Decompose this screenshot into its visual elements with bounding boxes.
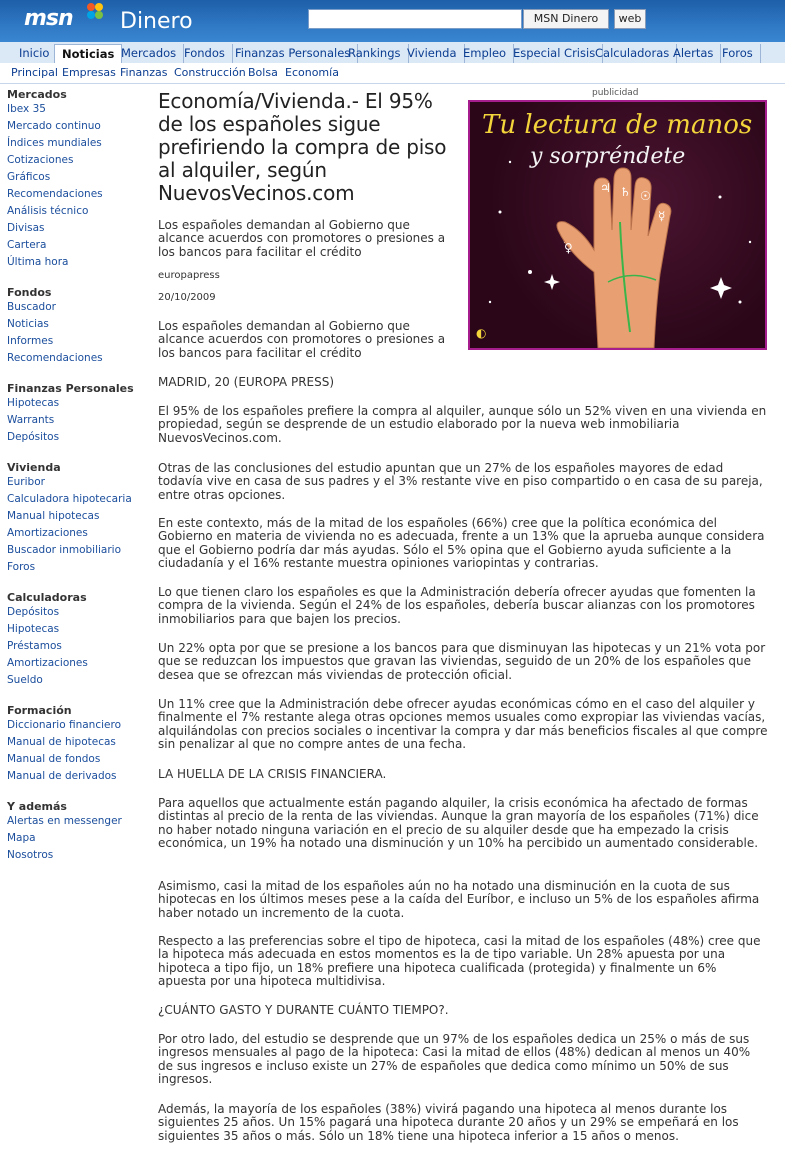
sidebar-link-recomendaciones[interactable]: Recomendaciones <box>7 188 103 200</box>
ad-subline: y sorpréndete <box>530 144 686 169</box>
sidebar-link-euribor[interactable]: Euribor <box>7 476 45 488</box>
sidebar-link-calc-prestamos[interactable]: Préstamos <box>7 640 62 652</box>
sidebar-link-buscador[interactable]: Buscador <box>7 301 56 313</box>
search-input[interactable] <box>308 9 522 29</box>
subnav-bolsa[interactable]: Bolsa <box>248 66 278 79</box>
article-paragraph: Por otro lado, del estudio se desprende que un 97% de los españoles dedica un 25% o más de sus ingresos mensuales al pago de la hipoteca: Casi la mitad de ellos (48%) dedican al menos un 40% de sus ingresos e incluso existe un 27% de españoles que dedica como mínimo un 50% de sus ingresos. <box>158 1032 751 1087</box>
tab-mercados[interactable]: Mercados <box>114 44 184 63</box>
sidebar-link-foros[interactable]: Foros <box>7 561 36 573</box>
palm-reading-ad[interactable] <box>468 100 767 350</box>
article-dateline: MADRID, 20 (EUROPA PRESS) <box>158 375 335 389</box>
article-paragraph: Para aquellos que actualmente están pagando alquiler, la crisis económica ha afectado de formas distintas al precio de la renta de las viviendas. Aunque la gran mayoría de los españoles (71%) dice no haber notado ninguna variación en el precio de su alquiler desde que ha empezado la crisis económica, un 19% ha notado una disminución y un 10% ha percibido un aumentado considerable. <box>158 796 759 851</box>
article-paragraph: En este contexto, más de la mitad de los españoles (66%) cree que la política económica del Gobierno en materia de vivienda no es adecuada, frente a un 13% que la aprueba aunque considera que el Gobierno podría dar más ayudas. Sólo el 5% opina que el Gobierno ayuda suficiente a la ciudadanía y el 16% restante muestra opiniones variopintas y contrarias. <box>158 516 765 571</box>
article-paragraph: Otras de las conclusiones del estudio apuntan que un 27% de los españoles mayores de edad todavía vive en casa de sus padres y el 3% restante vive en piso compartido o en casa de su pareja, entre otras opciones. <box>158 461 763 502</box>
sidebar-link-calc-amortizaciones[interactable]: Amortizaciones <box>7 657 88 669</box>
butterfly-icon <box>86 2 104 20</box>
sidebar-heading: Vivienda <box>7 461 61 474</box>
sidebar-link-mapa[interactable]: Mapa <box>7 832 36 844</box>
svg-text:☿: ☿ <box>658 209 666 223</box>
sidebar-link-recomendaciones-fondos[interactable]: Recomendaciones <box>7 352 103 364</box>
sidebar-heading: Mercados <box>7 88 67 101</box>
header-bar <box>0 0 785 42</box>
article-lead: Los españoles demandan al Gobierno que alcance acuerdos con promotores o presiones a los bancos para facilitar el crédito <box>158 319 446 360</box>
sidebar-heading: Fondos <box>7 286 52 299</box>
article-paragraph: Un 22% opta por que se presione a los bancos para que disminuyan las hipotecas y un 21% vota por que se reduzcan los impuestos que gravan las viviendas, seguido de un 20% de los españoles que desea que se ofrezcan más viviendas de protección oficial. <box>158 641 766 682</box>
article-section-heading: LA HUELLA DE LA CRISIS FINANCIERA. <box>158 767 387 781</box>
sidebar-link-noticias[interactable]: Noticias <box>7 318 49 330</box>
sidebar-link-indices-mundiales[interactable]: Índices mundiales <box>7 137 102 149</box>
article-paragraph: Un 11% cree que la Administración debe ofrecer ayudas económicas cómo en el caso del alquiler y finalmente el 7% restante alega otras opciones memos usuales como expropiar las viviendas vacías, alquilándolas con precios sociales o incentivar la compra y dar más beneficios fiscales al que compre sin penalizar al que no compre antes de una fecha. <box>158 697 768 752</box>
sidebar-link-calc-depositos[interactable]: Depósitos <box>7 606 60 618</box>
article-subtitle: Los españoles demandan al Gobierno que alcance acuerdos con promotores o presiones a los bancos para facilitar el crédito <box>158 218 446 259</box>
tab-rankings[interactable]: Rankings <box>341 44 409 63</box>
article-date: 20/10/2009 <box>158 292 216 303</box>
sidebar-heading: Finanzas Personales <box>7 382 134 395</box>
svg-text:♄: ♄ <box>620 185 631 199</box>
sub-navigation <box>0 63 785 84</box>
tab-especial-crisis[interactable]: Especial Crisis <box>506 44 603 63</box>
tab-alertas[interactable]: Alertas <box>666 44 721 63</box>
subnav-construccion[interactable]: Construcción <box>174 66 246 79</box>
sidebar-link-warrants[interactable]: Warrants <box>7 414 55 426</box>
article-paragraph: Además, la mayoría de los españoles (38%) vivirá pagando una hipoteca al menos durante los siguientes 25 años. Un 15% pagará una hipoteca durante 20 años y un 29% se empeñará en los siguientes 35 años o más. Sólo un 18% tiene una hipoteca inferior a 15 años o menos. <box>158 1102 739 1143</box>
sidebar-link-divisas[interactable]: Divisas <box>7 222 45 234</box>
article-source: europapress <box>158 270 220 281</box>
sidebar-link-manual-de-hipotecas[interactable]: Manual de hipotecas <box>7 736 116 748</box>
msn-dinero-search-button[interactable]: MSN Dinero <box>523 9 609 29</box>
sidebar-link-calc-hipotecas[interactable]: Hipotecas <box>7 623 60 635</box>
article-paragraph: Respecto a las preferencias sobre el tipo de hipoteca, casi la mitad de los españoles (48%) cree que la hipoteca más adecuada en estos momentos es la de tipo variable. Un 28% apuesta por una hipoteca a tipo fijo, un 18% prefiere una hipoteca cualificada (protegida) y finalmente un 6% apuesta por una hipoteca multidivisa. <box>158 934 761 989</box>
sidebar-link-manual-de-derivados[interactable]: Manual de derivados <box>7 770 117 782</box>
sidebar-link-diccionario[interactable]: Diccionario financiero <box>7 719 121 731</box>
sidebar-link-depositos[interactable]: Depósitos <box>7 431 60 443</box>
ad-brand-icon: ◐ <box>476 326 487 340</box>
tab-empleo[interactable]: Empleo <box>456 44 514 63</box>
article-title: Economía/Vivienda.- El 95% de los españoles sigue prefiriendo la compra de piso al alquiler, según NuevosVecinos.com <box>158 89 447 205</box>
subnav-principal[interactable]: Principal <box>11 66 58 79</box>
sidebar-link-amortizaciones[interactable]: Amortizaciones <box>7 527 88 539</box>
subnav-economia[interactable]: Economía <box>285 66 339 79</box>
msn-logo[interactable]: msn <box>24 6 73 31</box>
tab-noticias[interactable]: Noticias <box>54 44 122 64</box>
tab-finanzas-personales[interactable]: Finanzas Personales <box>228 44 358 63</box>
sidebar-link-graficos[interactable]: Gráficos <box>7 171 51 183</box>
section-title: Dinero <box>120 9 193 34</box>
tab-vivienda[interactable]: Vivienda <box>400 44 465 63</box>
ad-headline: Tu lectura de manos <box>482 110 753 140</box>
tab-foros[interactable]: Foros <box>715 44 761 63</box>
sidebar-link-ibex35[interactable]: Ibex 35 <box>7 103 46 115</box>
sidebar <box>7 88 147 864</box>
sidebar-link-alertas-messenger[interactable]: Alertas en messenger <box>7 815 122 827</box>
sidebar-link-analisis-tecnico[interactable]: Análisis técnico <box>7 205 89 217</box>
sidebar-link-mercado-continuo[interactable]: Mercado continuo <box>7 120 101 132</box>
sidebar-link-nosotros[interactable]: Nosotros <box>7 849 54 861</box>
article-paragraph: Asimismo, casi la mitad de los españoles aún no ha notado una disminución en la cuota de sus hipotecas en los últimos meses pese a la caída del Euríbor, e incluso un 5% de los españoles afirma haber notado un incremento de la cuota. <box>158 879 760 920</box>
sidebar-link-cotizaciones[interactable]: Cotizaciones <box>7 154 74 166</box>
sidebar-link-calc-sueldo[interactable]: Sueldo <box>7 674 43 686</box>
subnav-empresas[interactable]: Empresas <box>62 66 116 79</box>
article-paragraph: Lo que tienen claro los españoles es que la Administración debería ofrecer ayudas que fomenten la compra de la vivienda. Según el 24% de los españoles, debería buscar alianzas con los promotores inmobiliarios para que bajen los precios. <box>158 585 756 626</box>
tab-fondos[interactable]: Fondos <box>177 44 233 63</box>
article-paragraph: El 95% de los españoles prefiere la compra al alquiler, aunque sólo un 52% viven en una vivienda en propiedad, según se desprende de un estudio elaborado por la nueva web inmobiliaria NuevosVecinos.com. <box>158 404 767 445</box>
sidebar-link-informes[interactable]: Informes <box>7 335 54 347</box>
sidebar-heading: Calculadoras <box>7 591 87 604</box>
svg-text:♃: ♃ <box>600 181 611 195</box>
sidebar-link-calculadora-hipotecaria[interactable]: Calculadora hipotecaria <box>7 493 132 505</box>
subnav-finanzas[interactable]: Finanzas <box>120 66 168 79</box>
tab-inicio[interactable]: Inicio <box>12 44 57 63</box>
tab-calculadoras[interactable]: Calculadoras <box>588 44 677 63</box>
web-search-button[interactable]: web <box>614 9 646 29</box>
article-section-heading: ¿CUÁNTO GASTO Y DURANTE CUÁNTO TIEMPO?. <box>158 1003 449 1017</box>
main-tabs <box>0 42 785 64</box>
sidebar-link-manual-de-fondos[interactable]: Manual de fondos <box>7 753 101 765</box>
ad-label: publicidad <box>592 88 639 98</box>
svg-text:☉: ☉ <box>640 189 651 203</box>
sidebar-heading: Y además <box>7 800 67 813</box>
sidebar-link-cartera[interactable]: Cartera <box>7 239 47 251</box>
sidebar-link-hipotecas[interactable]: Hipotecas <box>7 397 60 409</box>
sidebar-link-buscador-inmobiliario[interactable]: Buscador inmobiliario <box>7 544 122 556</box>
sidebar-link-manual-hipotecas[interactable]: Manual hipotecas <box>7 510 100 522</box>
sidebar-link-ultima-hora[interactable]: Última hora <box>7 256 69 268</box>
sidebar-heading: Formación <box>7 704 72 717</box>
svg-text:♀: ♀ <box>564 241 573 255</box>
